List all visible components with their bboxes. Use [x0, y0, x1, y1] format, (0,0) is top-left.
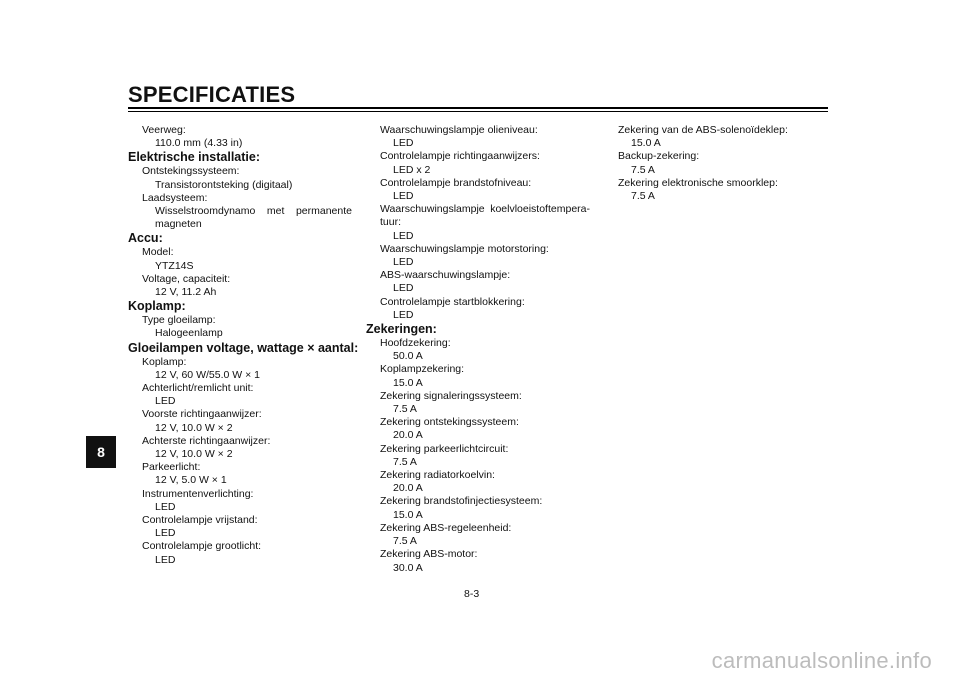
spec-label: Voorste richtingaanwijzer: [142, 408, 262, 421]
spec-value: 110.0 mm (4.33 in) [155, 137, 243, 150]
spec-value: LED [155, 527, 176, 540]
spec-column-3 [618, 124, 828, 203]
spec-label: Zekering ontstekingssysteem: [380, 416, 519, 429]
spec-item [142, 435, 352, 461]
spec-item [380, 243, 590, 269]
spec-value: Transistorontsteking (digitaal) [155, 178, 293, 191]
spec-item [142, 246, 352, 272]
spec-value: Halogeenlamp [155, 327, 223, 340]
spec-value: 20.0 A [393, 482, 423, 495]
spec-item [142, 382, 352, 408]
spec-value: Wisselstroomdynamo met permanente magneten [155, 205, 352, 231]
spec-item [380, 548, 590, 574]
spec-label: Backup-zekering: [618, 150, 700, 163]
title-rule-thick [128, 107, 828, 109]
spec-label: Zekering brandstofinjectiesysteem: [380, 495, 543, 508]
section-heading-electrical: Elektrische installatie: [128, 150, 261, 165]
spec-label: Zekering ABS-motor: [380, 548, 478, 561]
spec-value: LED [393, 229, 414, 242]
spec-value: LED [155, 500, 176, 513]
spec-label: Type gloeilamp: [142, 314, 216, 327]
section-heading-bulbs: Gloeilampen voltage, wattage × aantal: [128, 340, 359, 355]
spec-item [142, 514, 352, 540]
spec-item [380, 416, 590, 442]
section-heading-headlight: Koplamp: [128, 299, 186, 314]
spec-label: Waarschuwingslampje koelvloeistoftempera-tuur: [380, 203, 590, 229]
spec-value: LED [393, 137, 414, 150]
spec-label: Zekering elektronische smoorklep: [618, 176, 778, 189]
section-heading-fuses: Zekeringen: [366, 322, 437, 337]
spec-value: 12 V, 11.2 Ah [155, 286, 217, 299]
spec-value: 20.0 A [393, 429, 423, 442]
spec-value: LED [393, 308, 414, 321]
chapter-tab [86, 436, 116, 468]
spec-item [618, 124, 828, 150]
spec-column-2 [366, 124, 590, 575]
spec-label: Hoofdzekering: [380, 337, 451, 350]
spec-label: Zekering signaleringssysteem: [380, 389, 522, 402]
spec-label: Model: [142, 246, 174, 259]
spec-value: 12 V, 10.0 W × 2 [155, 421, 233, 434]
spec-value: 30.0 A [393, 561, 423, 574]
spec-item [380, 363, 590, 389]
spec-value: 12 V, 5.0 W × 1 [155, 474, 227, 487]
spec-label: Koplamp: [142, 355, 187, 368]
spec-item [142, 356, 352, 382]
page-title: SPECIFICATIES [128, 82, 296, 107]
spec-value: 15.0 A [393, 376, 423, 389]
spec-item [142, 314, 352, 340]
spec-label: Controlelampje vrijstand: [142, 514, 258, 527]
spec-item [380, 390, 590, 416]
spec-label: Koplampzekering: [380, 363, 465, 376]
title-rule-thin [128, 111, 828, 112]
spec-label: Zekering ABS-regeleenheid: [380, 521, 512, 534]
spec-value: YTZ14S [155, 259, 194, 272]
spec-item [380, 203, 590, 243]
spec-value: LED [155, 553, 176, 566]
spec-label: ABS-waarschuwingslampje: [380, 269, 511, 282]
spec-item [380, 469, 590, 495]
spec-label: Controlelampje richtingaanwijzers: [380, 150, 540, 163]
spec-value: 50.0 A [393, 350, 423, 363]
spec-item [142, 165, 352, 191]
spec-item [380, 522, 590, 548]
spec-label: Achterlicht/remlicht unit: [142, 382, 254, 395]
spec-item [380, 296, 590, 322]
spec-item [380, 269, 590, 295]
spec-item [380, 177, 590, 203]
spec-value: 7.5 A [631, 163, 655, 176]
watermark: carmanualsonline.info [711, 648, 932, 673]
section-heading-battery: Accu: [128, 231, 163, 246]
spec-label: Veerweg: [142, 124, 186, 136]
spec-item-veerweg [142, 124, 352, 150]
spec-item [380, 124, 590, 150]
spec-item [380, 495, 590, 521]
spec-item [380, 150, 590, 176]
spec-value: 7.5 A [393, 535, 417, 548]
spec-value: LED [155, 395, 176, 408]
spec-value: LED [393, 282, 414, 295]
spec-label: Zekering van de ABS-solenoïdeklep: [618, 124, 788, 136]
spec-value: 7.5 A [393, 455, 417, 468]
spec-item [618, 150, 828, 176]
spec-item [142, 540, 352, 566]
spec-value: 7.5 A [393, 403, 417, 416]
spec-item [142, 461, 352, 487]
spec-value: 15.0 A [393, 508, 423, 521]
spec-label: Zekering parkeerlichtcircuit: [380, 442, 509, 455]
spec-label: Controlelampje grootlicht: [142, 540, 262, 553]
spec-value: LED [393, 256, 414, 269]
spec-label: Waarschuwingslampje olieniveau: [380, 124, 538, 136]
spec-value: LED [393, 190, 414, 203]
spec-value: 7.5 A [631, 190, 655, 203]
spec-item [380, 443, 590, 469]
spec-label: Voltage, capaciteit: [142, 272, 231, 285]
spec-label: Controlelampje startblokkering: [380, 295, 525, 308]
spec-item [618, 177, 828, 203]
spec-label: Ontstekingssysteem: [142, 165, 240, 178]
spec-label: Instrumentenverlichting: [142, 487, 254, 500]
spec-value: 12 V, 10.0 W × 2 [155, 448, 233, 461]
chapter-tab-label: 8 [97, 444, 105, 460]
spec-label: Zekering radiatorkoelvin: [380, 469, 495, 482]
spec-item [142, 273, 352, 299]
spec-label: Parkeerlicht: [142, 461, 201, 474]
spec-item [142, 488, 352, 514]
page-number: 8-3 [464, 588, 480, 600]
spec-item [380, 337, 590, 363]
spec-label: Achterste richtingaanwijzer: [142, 434, 271, 447]
spec-label: Controlelampje brandstofniveau: [380, 176, 532, 189]
spec-label: Waarschuwingslampje motorstoring: [380, 242, 549, 255]
spec-item [142, 192, 352, 232]
spec-item [142, 408, 352, 434]
spec-column-1 [128, 124, 359, 567]
spec-value: 15.0 A [631, 137, 661, 150]
spec-value: LED x 2 [393, 163, 431, 176]
spec-label: Laadsysteem: [142, 191, 208, 204]
spec-value: 12 V, 60 W/55.0 W × 1 [155, 368, 260, 381]
